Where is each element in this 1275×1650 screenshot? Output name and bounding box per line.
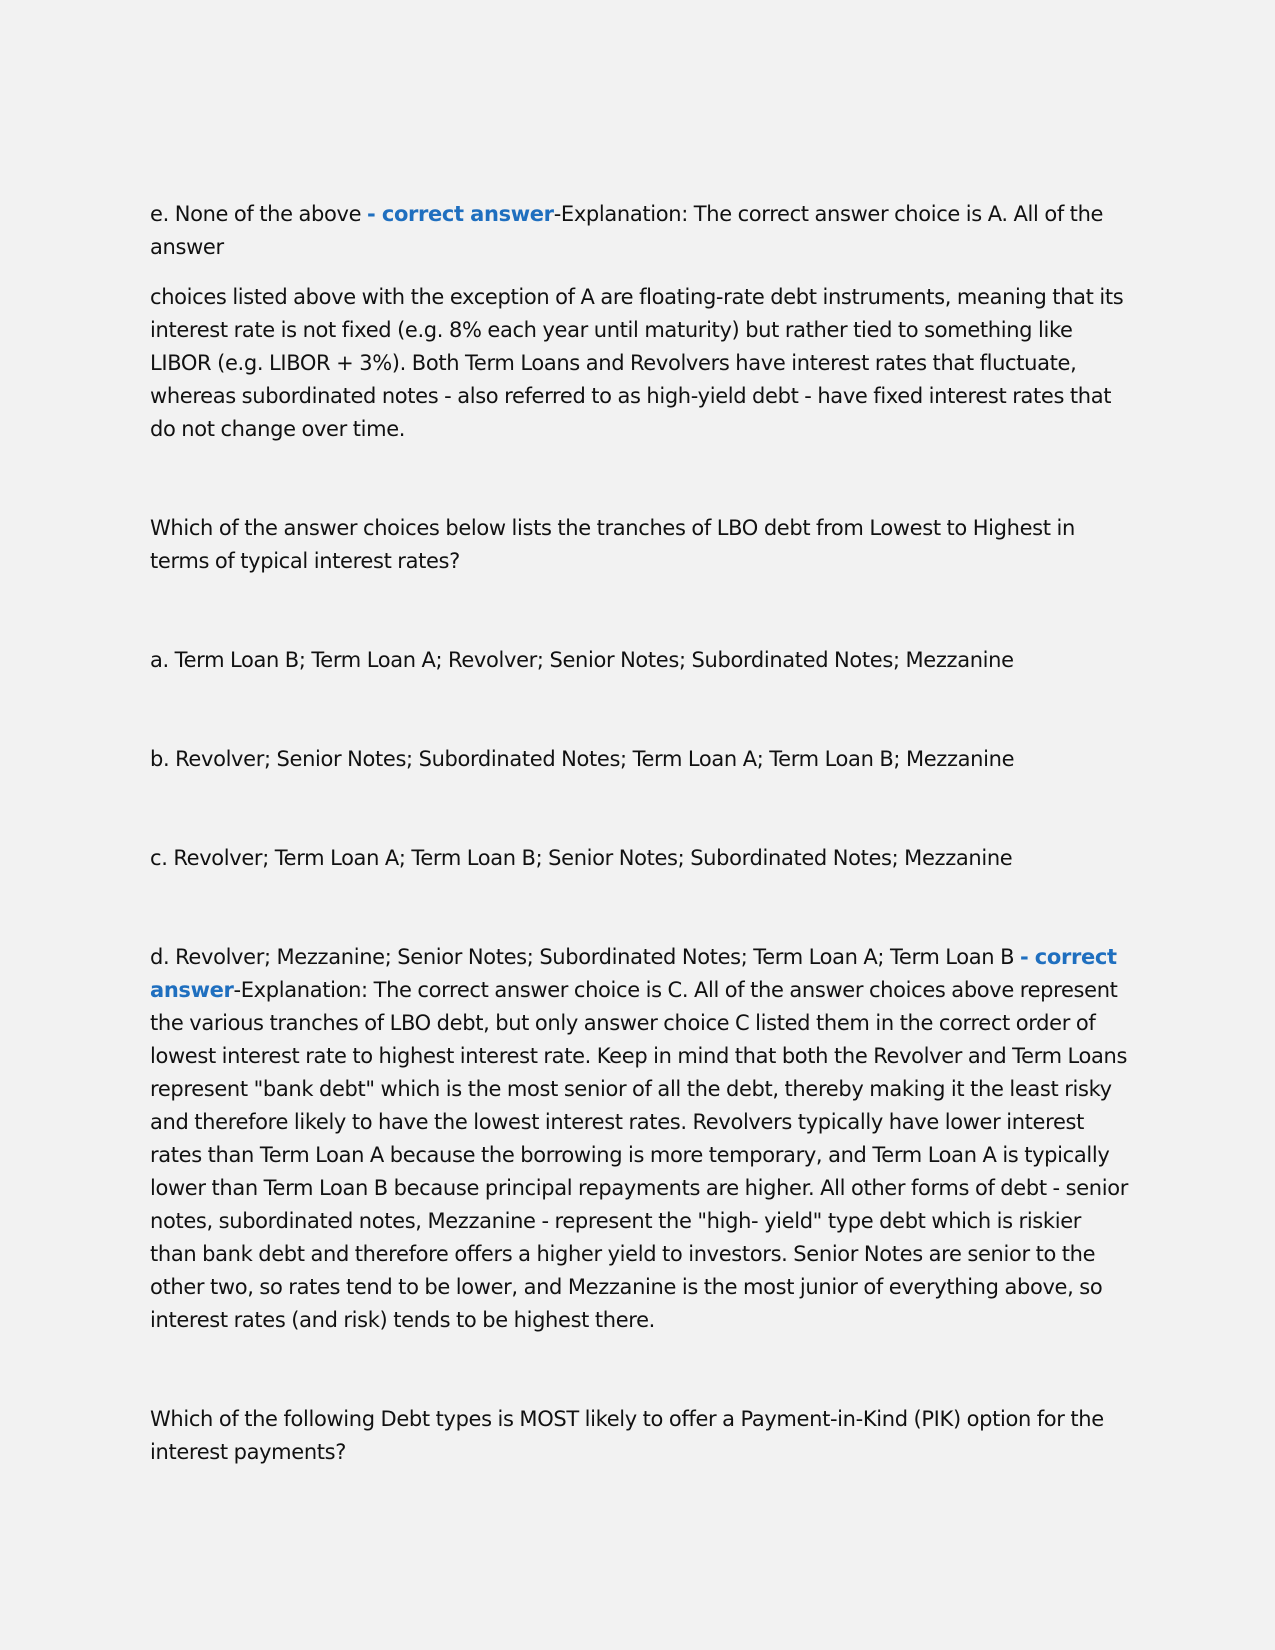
option-d-paragraph [150, 941, 1130, 1337]
option-d-text: d. Revolver; Mezzanine; Senior Notes; Subordinated Notes; Term Loan A; Term Loan B [150, 945, 1020, 969]
explanation-text: -Explanation: The correct answer choice is A. All of the answer [150, 202, 1104, 259]
option-a: a. Term Loan B; Term Loan A; Revolver; Senior Notes; Subordinated Notes; Mezzanine [150, 648, 1014, 672]
document-page [150, 198, 1130, 1469]
answer-e-paragraph [150, 198, 1130, 264]
option-b: b. Revolver; Senior Notes; Subordinated Notes; Term Loan A; Term Loan B; Mezzanine [150, 747, 1015, 771]
option-d-explanation: -Explanation: The correct answer choice is C. All of the answer choices above represent the various tranches of LBO debt, but only answer choice C listed them in the correct order of lowest interest rate to highest interest rate. Keep in mind that both the Revolver and Term Loans represent "bank debt" which is the most senior of all the debt, thereby making it the least risky and therefore likely to have the lowest interest rates. Revolvers typically have lower interest rates than Term Loan A because the borrowing is more temporary, and Term Loan A is typically lower than Term Loan B because principal repayments are higher. All other forms of debt - senior notes, subordinated notes, Mezzanine - represent the "high- yield" type debt which is riskier than bank debt and therefore offers a higher yield to investors. Senior Notes are senior to the other two, so rates tend to be lower, and Mezzanine is the most junior of everything above, so interest rates (and risk) tends to be highest there. [150, 978, 1128, 1332]
question-tranches: Which of the answer choices below lists the tranches of LBO debt from Lowest to Highest in terms of typical interest rates? [150, 516, 1075, 573]
option-c: c. Revolver; Term Loan A; Term Loan B; Senior Notes; Subordinated Notes; Mezzanine [150, 846, 1013, 870]
correct-answer-tag: - correct answer [150, 945, 1117, 1002]
explanation-continuation: choices listed above with the exception of A are floating-rate debt instruments, meaning that its interest rate is not fixed (e.g. 8% each year until maturity) but rather tied to something like LIBOR (e.g. LIBOR + 3%). Both Term Loans and Revolvers have interest rates that fluctuate, whereas subordinated notes - also referred to as high-yield debt - have fixed interest rates that do not change over time. [150, 285, 1124, 441]
correct-answer-tag: - correct answer [367, 202, 554, 226]
answer-e-text: e. None of the above [150, 202, 368, 226]
question-pik: Which of the following Debt types is MOST likely to offer a Payment-in-Kind (PIK) option for the interest payments? [150, 1407, 1104, 1464]
